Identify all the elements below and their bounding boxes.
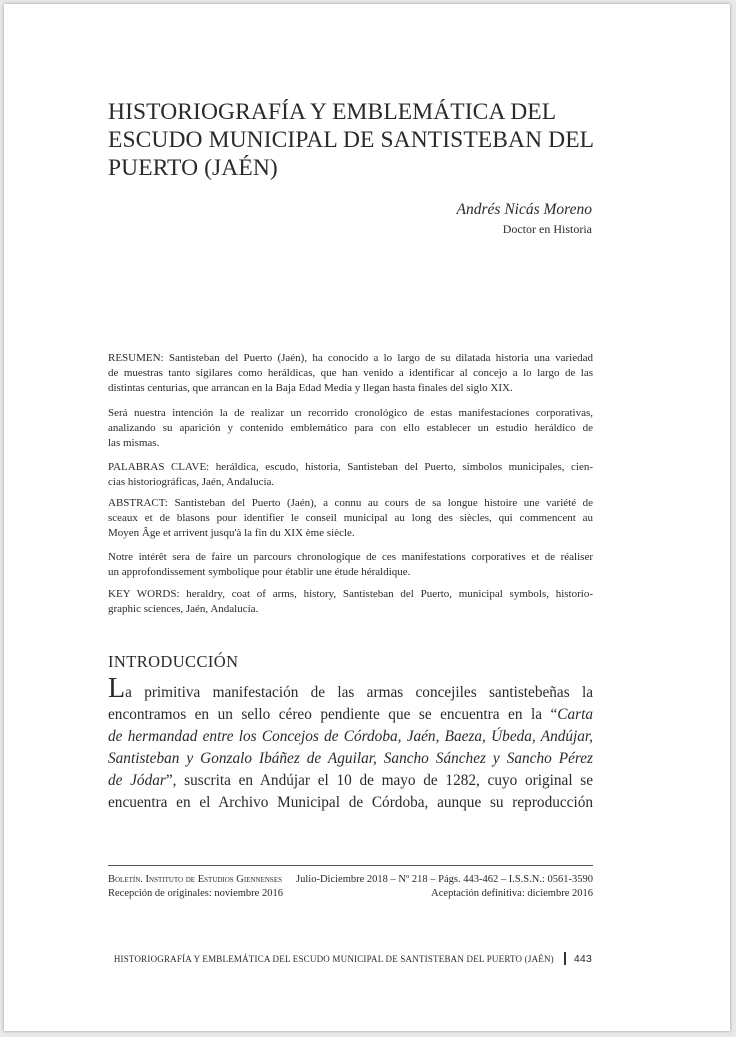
text-line: encuentra en el Archivo Municipal de Córdoba, aunque su reproducción: [108, 794, 593, 811]
text-line: Santisteban y Gonzalo Ibáñez de Aguilar, Sancho Sánchez y Sancho Pérez: [108, 750, 593, 767]
text-line: Moyen Âge et arrivent jusqu'à la fin du XIX ème siècle.: [108, 527, 355, 539]
palabras-clave-paragraph: [108, 460, 593, 490]
drop-cap: L: [108, 673, 126, 704]
title-line: ESCUDO MUNICIPAL DE SANTISTEBAN DEL: [108, 127, 595, 153]
text-line: PALABRAS CLAVE: heráldica, escudo, historia, Santisteban del Puerto, símbolos municipales, cien-: [108, 461, 593, 473]
abstract-fr-paragraph: [108, 496, 593, 541]
document-page: [4, 4, 730, 1031]
text-line: [108, 673, 593, 704]
text-line: graphic sciences, Jaén, Andalucía.: [108, 603, 259, 615]
text-line: de hermandad entre los Concejos de Córdoba, Jaén, Baeza, Úbeda, Andújar,: [108, 728, 593, 745]
footer-dates-line: [108, 887, 593, 901]
acceptance-date: Aceptación definitiva: diciembre 2016: [431, 888, 593, 899]
text-run: encontramos en un sello céreo pendiente que se encuentra en la “: [108, 706, 558, 723]
page-number: 443: [573, 952, 592, 965]
text-line: [108, 704, 593, 726]
text-line: Notre intérêt sera de faire un parcours chronologique de ces manifestations corporatives et de réaliser: [108, 551, 593, 563]
intro-paragraph: [108, 673, 594, 814]
text-line: cias historiográficas, Jaén, Andalucía.: [108, 476, 275, 488]
text-run: a primitiva manifestación de las armas concejiles santistebeñas la: [125, 684, 593, 701]
footer-divider: [108, 865, 593, 866]
running-separator: [564, 952, 566, 965]
italic-run: de Jódar: [108, 772, 166, 789]
journal-issue: Julio-Diciembre 2018 – Nº 218 – Págs. 443-462 – I.S.S.N.: 0561-3590: [296, 874, 593, 885]
author-name: Andrés Nicás Moreno: [456, 201, 592, 218]
journal-name: Boletín. Instituto de Estudios Giennenses: [108, 874, 282, 885]
text-run: ”, suscrita en Andújar el 10 de mayo de 1282, cuyo original se: [165, 772, 594, 789]
running-header: [114, 952, 592, 965]
running-title: HISTORIOGRAFÍA Y EMBLEMÁTICA DEL ESCUDO MUNICIPAL DE SANTISTEBAN DEL PUERTO (JAÉN): [113, 953, 554, 964]
article-title: [108, 98, 608, 182]
text-line: [108, 770, 593, 792]
key-words-paragraph: [108, 587, 593, 617]
footer-journal-line: [108, 873, 593, 887]
resumen-paragraph: [108, 351, 593, 396]
text-line: ABSTRACT: Santisteban del Puerto (Jaén), a connu au cours de sa longue histoire une variété de: [108, 497, 593, 509]
text-line: Será nuestra intención la de realizar un recorrido cronológico de estas manifestaciones corporativas,: [108, 407, 593, 419]
text-line: distintas centurias, que arrancan en la Baja Edad Media y llegan hasta finales del siglo XIX.: [108, 382, 513, 394]
notre-paragraph: [108, 550, 593, 580]
title-line: HISTORIOGRAFÍA Y EMBLEMÁTICA DEL: [108, 99, 557, 125]
italic-run: Carta: [557, 706, 593, 723]
text-line: sceaux et de blasons pour identifier le conseil municipal au long des siècles, qui commencent au: [108, 512, 593, 524]
text-line: RESUMEN: Santisteban del Puerto (Jaén), ha conocido a lo largo de su dilatada historia una variedad: [108, 352, 593, 364]
text-line: analizando su aparición y contenido emblemático para con ello establecer un estudio heráldico de: [108, 422, 593, 434]
text-line: las mismas.: [108, 437, 160, 449]
reception-date: Recepción de originales: noviembre 2016: [108, 888, 283, 899]
text-line: KEY WORDS: heraldry, coat of arms, history, Santisteban del Puerto, municipal symbols, historio-: [108, 588, 593, 600]
section-heading-introduccion: INTRODUCCIÓN: [108, 652, 239, 671]
author-affiliation: Doctor en Historia: [502, 222, 592, 236]
title-line: PUERTO (JAÉN): [108, 155, 278, 181]
text-line: de muestras tanto sigilares como heráldicas, que han venido a identificar al concejo a lo largo de las: [108, 367, 593, 379]
text-line: un approfondissement symbolique pour établir une étude héraldique.: [108, 566, 411, 578]
intencion-paragraph: [108, 406, 593, 451]
